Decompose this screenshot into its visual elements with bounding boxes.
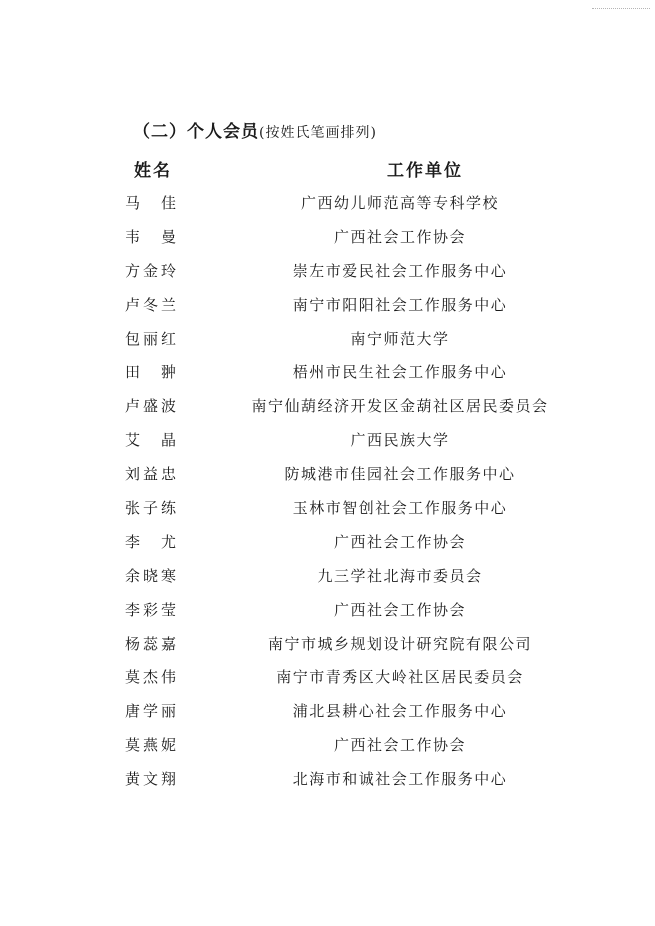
member-name: 方金玲 xyxy=(125,261,177,280)
member-unit: 广西社会工作协会 xyxy=(333,227,466,246)
member-unit: 南宁市城乡规划设计研究院有限公司 xyxy=(267,634,532,653)
table-row xyxy=(0,289,655,323)
member-unit: 广西民族大学 xyxy=(350,431,450,450)
member-name: 卢盛波 xyxy=(125,397,177,416)
member-name: 莫杰伟 xyxy=(125,668,177,687)
member-name: 李彩莹 xyxy=(125,600,177,619)
member-unit: 南宁师范大学 xyxy=(350,329,450,348)
member-unit: 南宁市阳阳社会工作服务中心 xyxy=(292,295,508,314)
member-name: 卢冬兰 xyxy=(125,295,177,314)
member-unit: 广西幼儿师范高等专科学校 xyxy=(300,194,499,212)
member-unit: 广西社会工作协会 xyxy=(333,532,466,551)
section-note: (按姓氏笔画排列) xyxy=(259,125,377,141)
member-name: 艾 晶 xyxy=(125,431,177,450)
member-unit: 北海市和诚社会工作服务中心 xyxy=(292,770,508,789)
member-unit: 梧州市民生社会工作服务中心 xyxy=(292,363,508,382)
member-name: 韦 曼 xyxy=(125,227,177,246)
member-name: 马 佳 xyxy=(125,194,177,212)
member-name: 余晓寒 xyxy=(125,566,177,585)
table-row xyxy=(0,661,655,695)
table-row xyxy=(0,323,655,357)
table-row xyxy=(0,526,655,560)
member-name: 包丽红 xyxy=(125,329,177,348)
member-unit: 浦北县耕心社会工作服务中心 xyxy=(292,702,508,721)
member-name: 莫燕妮 xyxy=(125,736,177,755)
member-unit: 广西社会工作协会 xyxy=(333,600,466,619)
header-unit: 工作单位 xyxy=(387,161,463,181)
table-row xyxy=(0,187,655,221)
header-name: 姓名 xyxy=(134,161,172,181)
table-header xyxy=(0,156,655,180)
member-name: 张子练 xyxy=(125,499,177,518)
table-row xyxy=(0,492,655,526)
member-name: 李 尤 xyxy=(125,532,177,551)
table-row xyxy=(0,628,655,662)
member-unit: 玉林市智创社会工作服务中心 xyxy=(292,499,508,518)
member-name: 黄文翔 xyxy=(125,770,177,789)
table-row xyxy=(0,458,655,492)
member-name: 田 翀 xyxy=(125,363,177,382)
member-name: 刘益忠 xyxy=(125,465,177,484)
table-row xyxy=(0,221,655,255)
member-list xyxy=(0,187,655,797)
table-row xyxy=(0,763,655,797)
member-name: 唐学丽 xyxy=(125,702,177,721)
table-row xyxy=(0,594,655,628)
table-row xyxy=(0,560,655,594)
table-row xyxy=(0,424,655,458)
table-row xyxy=(0,356,655,390)
member-unit: 广西社会工作协会 xyxy=(333,736,466,755)
scan-corner-mark xyxy=(592,8,650,9)
member-unit: 崇左市爱民社会工作服务中心 xyxy=(292,261,508,280)
section-title: （二）个人会员 xyxy=(133,122,259,142)
table-row xyxy=(0,390,655,424)
member-unit: 九三学社北海市委员会 xyxy=(317,566,483,585)
section-heading xyxy=(133,121,377,144)
member-name: 杨蕊嘉 xyxy=(125,634,177,653)
member-unit: 南宁仙葫经济开发区金葫社区居民委员会 xyxy=(251,397,549,416)
table-row xyxy=(0,255,655,289)
table-row xyxy=(0,729,655,763)
member-unit: 防城港市佳园社会工作服务中心 xyxy=(284,465,516,484)
table-row xyxy=(0,695,655,729)
member-unit: 南宁市青秀区大岭社区居民委员会 xyxy=(276,668,524,687)
